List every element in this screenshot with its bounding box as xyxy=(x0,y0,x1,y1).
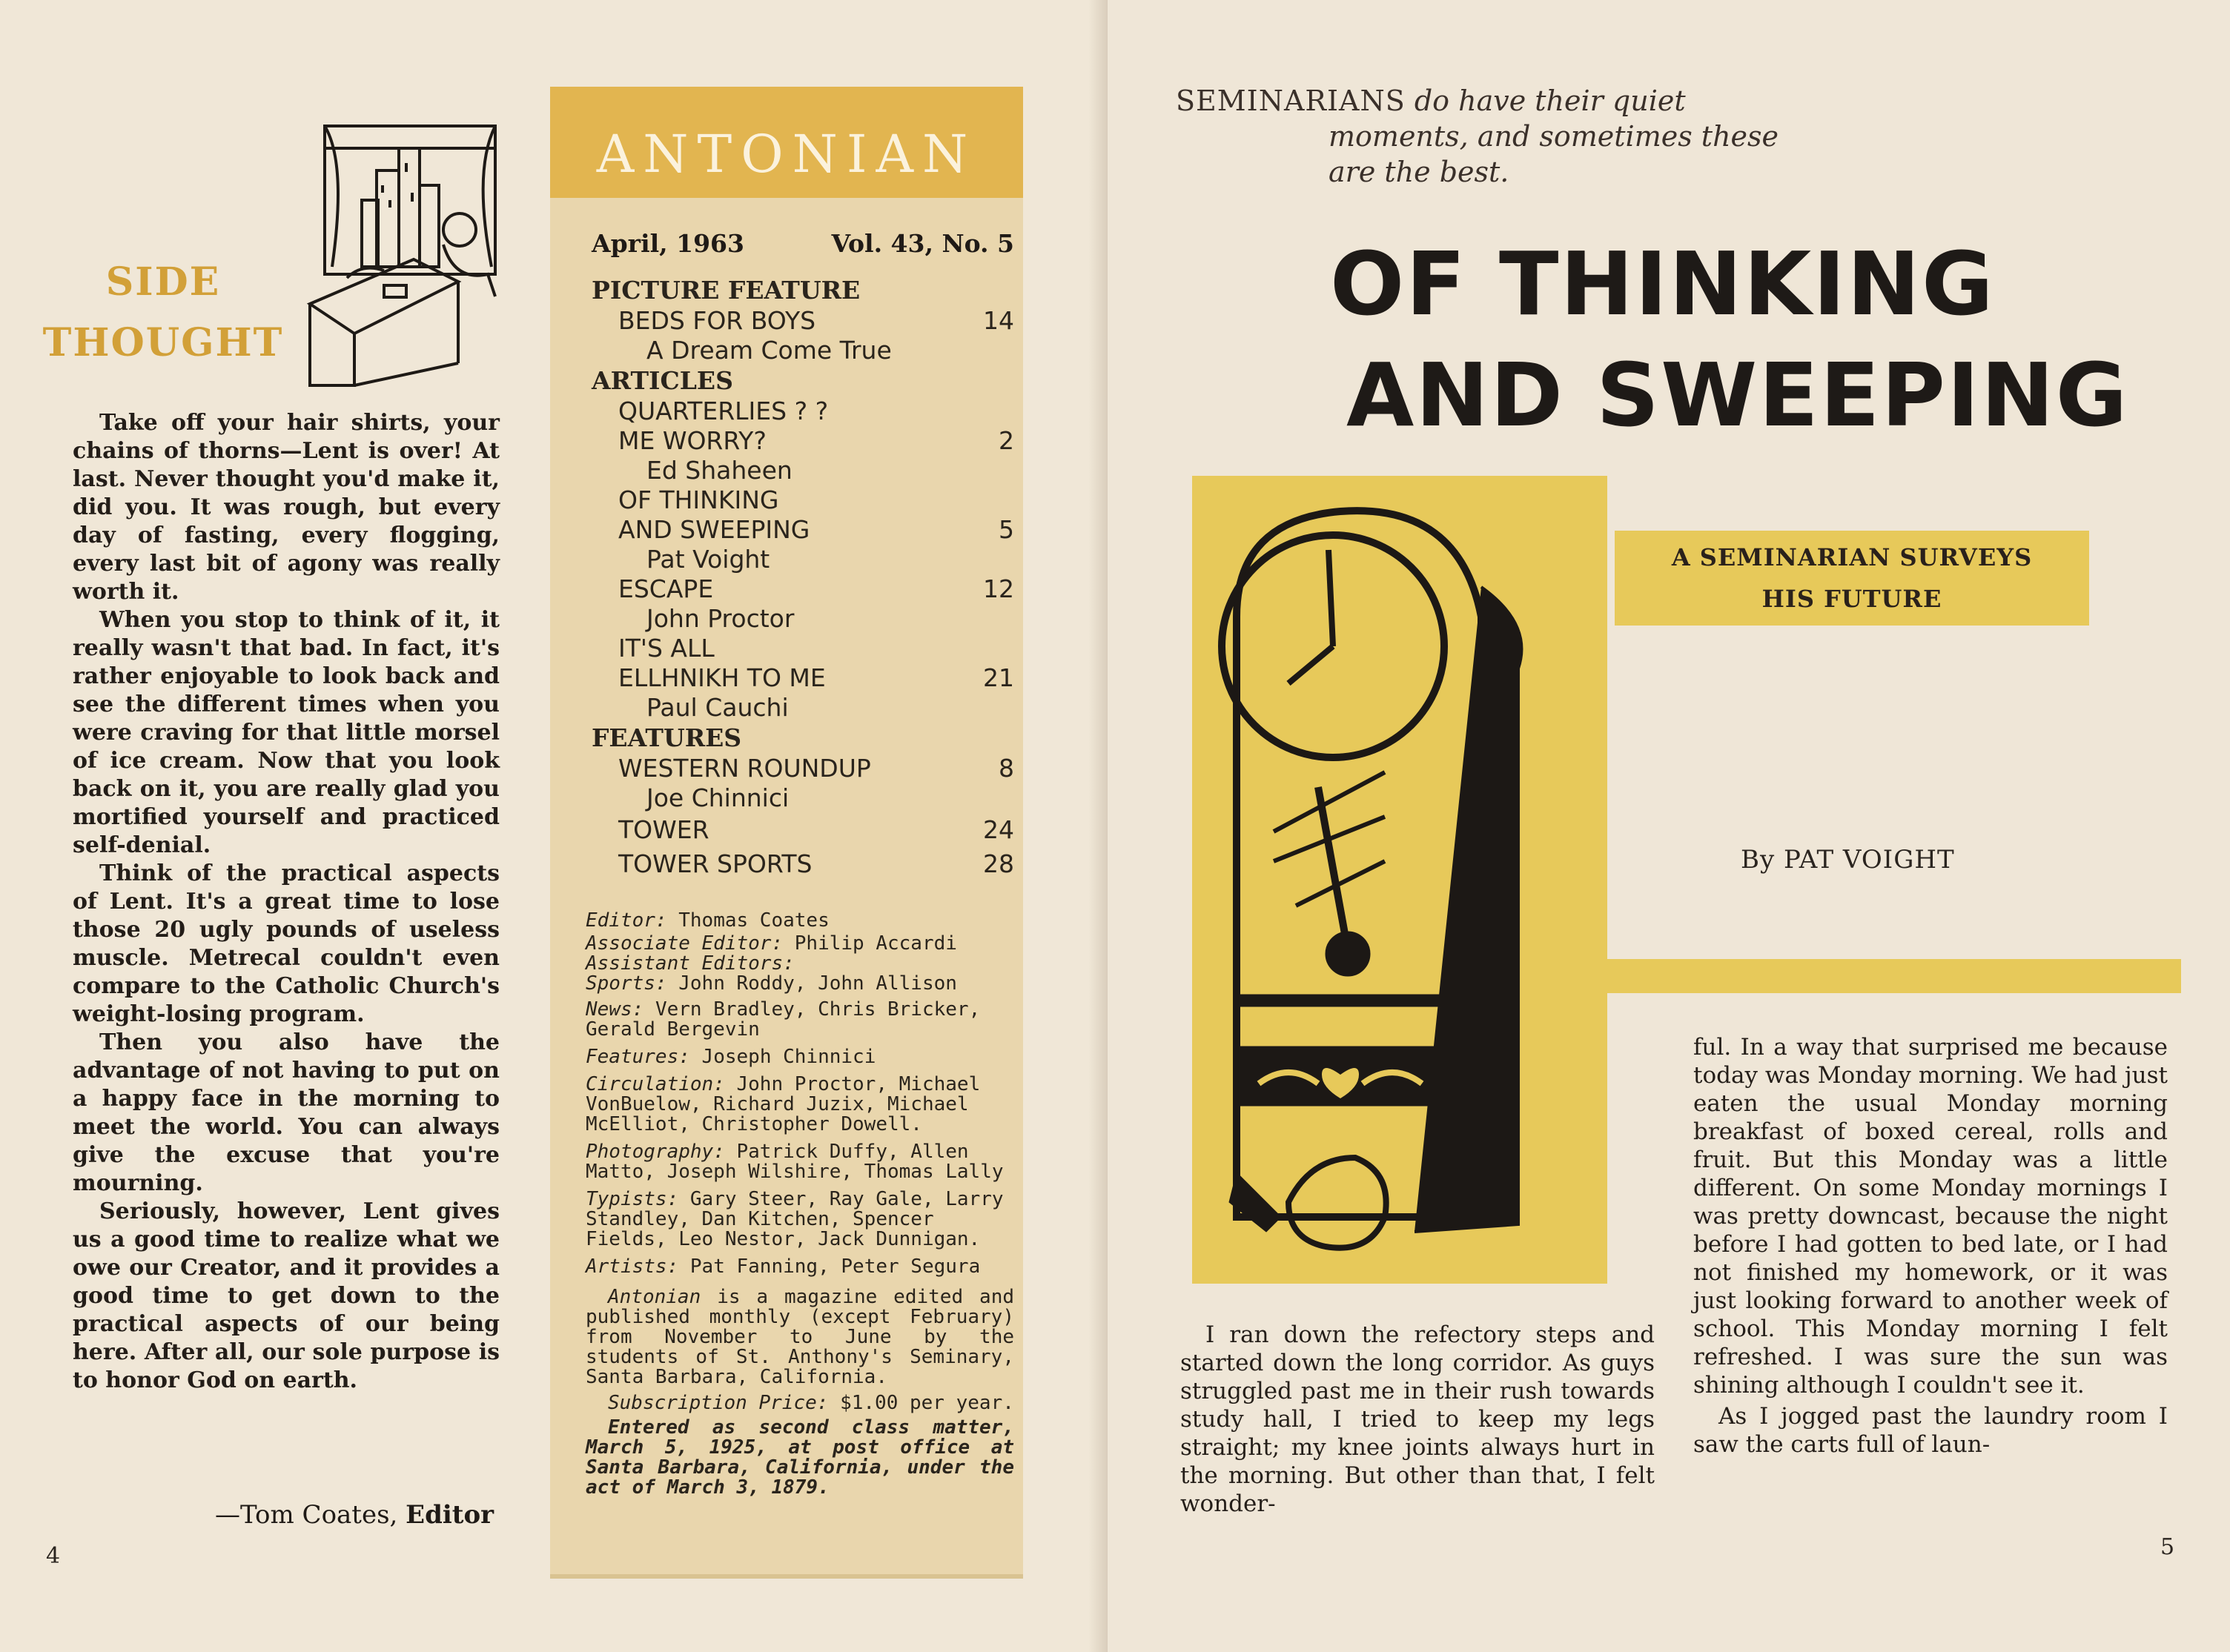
toc-entry-title: AND SWEEPING xyxy=(618,515,810,544)
editorial-signature xyxy=(215,1500,494,1530)
editorial-paragraph: Take off your hair shirts, your chains of thorns—Lent is over! At last. Never thought you'd make it, did you. It was rough, but every day of fasting, every flogging, every last bit of agony was really worth it. xyxy=(73,410,500,605)
intro-caps: SEMINARIANS xyxy=(1176,84,1406,117)
article-title-line2: AND SWEEPING xyxy=(1346,344,2129,446)
toc-entry-title: ME WORRY? xyxy=(618,426,767,455)
credit-names: John Proctor, Michael VonBuelow, Richard Juzix, Michael McElliot, Christopher Dowell. xyxy=(586,1073,981,1135)
subscription-line xyxy=(586,1393,1014,1413)
credit-label: Typists: xyxy=(586,1188,679,1210)
toc-section-heading: ARTICLES xyxy=(592,366,733,395)
toc-entry-page: 8 xyxy=(999,754,1014,783)
credit-line xyxy=(586,1190,1014,1250)
article-paragraph: As I jogged past the laundry room I saw the carts full of laun- xyxy=(1693,1403,2168,1458)
credit-label: Editor: xyxy=(586,909,667,932)
toc-entry[interactable] xyxy=(592,306,1014,365)
page-number-left: 4 xyxy=(46,1543,61,1569)
issue-date: April, 1963 xyxy=(592,229,744,258)
publication-description: is a magazine edited and published monthly (except February) from November to June by the students of St. Anthony's Seminary, Santa Barbara, California. xyxy=(586,1286,1015,1388)
toc-entry-title: WESTERN ROUNDUP xyxy=(618,754,871,783)
side-thought-heading-line1: SIDE xyxy=(105,259,221,305)
toc-entry-author: John Proctor xyxy=(646,604,795,633)
credit-names: Patrick Duffy, Allen Matto, Joseph Wilshire, Thomas Lally xyxy=(586,1141,1004,1183)
credit-label: Photography: xyxy=(586,1141,725,1163)
article-kicker xyxy=(1615,531,2089,626)
subscription-price: $1.00 per year. xyxy=(840,1392,1014,1414)
toc-entry[interactable] xyxy=(592,397,1014,485)
issue-volume: Vol. 43, No. 5 xyxy=(831,229,1014,258)
toc-entry-title: TOWER SPORTS xyxy=(618,849,813,878)
left-page xyxy=(0,0,1108,1652)
toc-entry-title: ESCAPE xyxy=(618,574,714,603)
intro-line-3: are the best. xyxy=(1329,156,1509,188)
signature-role: Editor xyxy=(406,1500,494,1530)
article-column-1 xyxy=(1180,1321,1655,1518)
subscription-label: Subscription Price: xyxy=(608,1392,829,1414)
editorial-column xyxy=(73,409,500,1395)
right-page xyxy=(1108,0,2230,1652)
credit-label: Associate Editor: xyxy=(586,932,784,955)
toc-entry[interactable] xyxy=(592,754,1014,813)
toc-entry-page: 24 xyxy=(983,815,1014,844)
toc-entry-author: Joe Chinnici xyxy=(646,783,790,812)
credit-names: John Roddy, John Allison xyxy=(678,972,957,995)
window-desk-illustration xyxy=(302,119,517,393)
credit-label: Circulation: xyxy=(586,1073,725,1095)
credit-names: Pat Fanning, Peter Segura xyxy=(689,1255,981,1278)
credit-line xyxy=(586,934,1014,954)
clock-illustration-panel xyxy=(1192,476,1607,1284)
credit-line xyxy=(586,974,1014,994)
toc-entry-title: QUARTERLIES ? ? xyxy=(618,397,829,425)
article-paragraph: ful. In a way that surprised me because today was Monday morning. We had just eaten the usual Monday morning breakfast of boxed cereal, rolls and fruit. But this Monday was a little different. On some Monday mornings I was pretty downcast, because the night before I had gotten to bed late, or I had not finished my homework, or it was just looking forward to another week of school. This Monday morning I felt refreshed. I was sure the sun was shining although I couldn't see it. xyxy=(1693,1034,2168,1399)
accent-rule xyxy=(1558,959,2181,993)
toc-entry[interactable] xyxy=(592,574,1014,634)
toc-entry[interactable] xyxy=(592,847,1014,881)
grandfather-clock-icon xyxy=(1192,476,1607,1284)
toc-section-heading: PICTURE FEATURE xyxy=(592,276,861,305)
kicker-line1: A SEMINARIAN SURVEYS xyxy=(1671,543,2033,571)
editorial-paragraph: Seriously, however, Lent gives us a good time to realize what we owe our Creator, and it provides a good time to get down to the practical aspects of our being here. After all, our sole purpose is to honor God on earth. xyxy=(73,1198,500,1393)
article-byline: By PAT VOIGHT xyxy=(1741,845,1955,875)
kicker-line2: HIS FUTURE xyxy=(1761,585,1942,613)
toc-entry-page: 28 xyxy=(983,849,1014,878)
credit-line xyxy=(586,911,1014,931)
toc-entry[interactable] xyxy=(592,813,1014,847)
masthead-title: ANTONIAN xyxy=(596,124,977,185)
credit-line xyxy=(586,954,1014,974)
toc-entry-author: Paul Cauchi xyxy=(646,693,789,722)
side-thought-heading-line2: THOUGHT xyxy=(42,320,284,365)
publication-notice xyxy=(586,1287,1014,1387)
toc-entry-title: BEDS FOR BOYS xyxy=(618,306,816,335)
signature-name: —Tom Coates, xyxy=(215,1500,398,1530)
mailing-entry-notice: Entered as second class matter, March 5, 1925, at post office at Santa Barbara, California, under the act of March 3, 1879. xyxy=(586,1416,1014,1499)
toc-entry-title: ELLHNIKH TO ME xyxy=(618,663,826,692)
toc-entry-title: IT'S ALL xyxy=(618,634,715,663)
credit-names: Joseph Chinnici xyxy=(701,1046,876,1068)
toc-entry-title: TOWER xyxy=(618,815,709,844)
intro-line-1 xyxy=(1176,83,1686,119)
credit-names: Gary Steer, Ray Gale, Larry Standley, Dan Kitchen, Spencer Fields, Leo Nestor, Jack Dunnigan. xyxy=(586,1188,1004,1250)
toc-entry-author: Ed Shaheen xyxy=(646,456,793,485)
credit-line xyxy=(586,1075,1014,1135)
publication-name: Antonian xyxy=(608,1286,701,1308)
toc-sections xyxy=(592,275,1014,881)
masthead-banner xyxy=(550,87,1023,198)
toc-entry-title: OF THINKING xyxy=(618,485,779,514)
toc-entry-page: 5 xyxy=(999,515,1014,544)
credit-label: Assistant Editors: xyxy=(586,952,795,975)
toc-entry-author: Pat Voight xyxy=(646,545,770,574)
toc-entry-page: 14 xyxy=(983,306,1014,335)
page-number-right: 5 xyxy=(2160,1534,2175,1560)
toc-entry-page: 21 xyxy=(983,663,1014,692)
toc-entry-page: 12 xyxy=(983,574,1014,603)
credit-line xyxy=(586,1047,1014,1067)
credit-names: Vern Bradley, Chris Bricker, Gerald Bergevin xyxy=(586,998,981,1041)
credit-label: Sports: xyxy=(586,972,667,995)
intro-text: do have their quiet xyxy=(1414,84,1686,117)
credit-line xyxy=(586,1257,1014,1277)
table-of-contents xyxy=(550,198,1023,1579)
intro-line-2: moments, and sometimes these xyxy=(1329,120,1779,153)
article-column-2 xyxy=(1693,1033,2168,1459)
toc-entry-author: A Dream Come True xyxy=(646,336,892,365)
credit-line xyxy=(586,1142,1014,1182)
editorial-paragraph: When you stop to think of it, it really wasn't that bad. In fact, it's rather enjoyable to look back and see the different times when you were craving for that little morsel of ice cream. Now that you look back on it, you are really glad you mortified yourself and practiced self-denial. xyxy=(73,607,500,858)
credit-label: News: xyxy=(586,998,644,1021)
credit-names: Philip Accardi xyxy=(794,932,957,955)
toc-entry-page: 2 xyxy=(999,426,1014,455)
credit-label: Artists: xyxy=(586,1255,679,1278)
toc-entry[interactable] xyxy=(592,634,1014,723)
editorial-paragraph: Then you also have the advantage of not having to put on a happy face in the morning to meet the world. You can always give the excuse that you're mourning. xyxy=(73,1029,500,1196)
toc-section-heading: FEATURES xyxy=(592,723,742,752)
toc-entry[interactable] xyxy=(592,485,1014,574)
credit-names: Thomas Coates xyxy=(678,909,830,932)
article-title-line1: OF THINKING xyxy=(1330,233,1995,335)
staff-credits xyxy=(586,911,1014,1498)
editorial-paragraph: Think of the practical aspects of Lent. It's a great time to lose those 20 ugly pounds of useless muscle. Metrecal couldn't even compare to the Catholic Church's weight-losing program. xyxy=(73,860,500,1027)
credit-label: Features: xyxy=(586,1046,690,1068)
credit-line xyxy=(586,1000,1014,1040)
article-paragraph: I ran down the refectory steps and started down the long corridor. As guys struggled past me in their rush towards study hall, I tried to keep my legs straight; my knee joints always hurt in the morning. But other than that, I felt wonder- xyxy=(1180,1321,1655,1517)
